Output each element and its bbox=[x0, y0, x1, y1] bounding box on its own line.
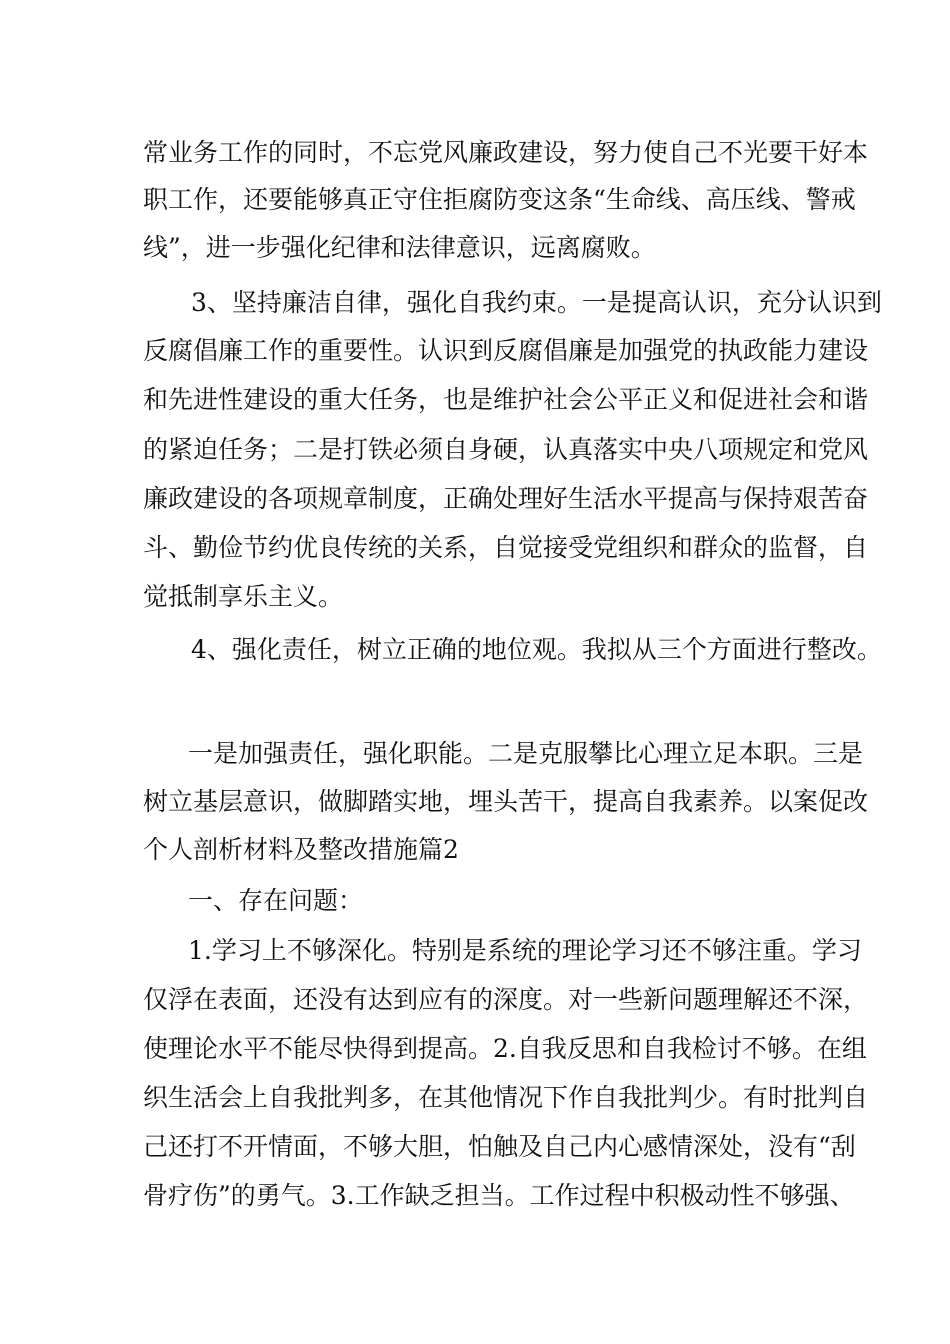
section-heading: 个人剖析材料及整改措施篇2 bbox=[143, 835, 459, 864]
body-text-line: 使理论水平不能尽快得到提高。2.自我反思和自我检讨不够。在组 bbox=[143, 1034, 867, 1063]
body-text-line: 线”，进一步强化纪律和法律意识，远离腐败。 bbox=[143, 233, 656, 262]
body-text-line: 职工作，还要能够真正守住拒腐防变这条“生命线、高压线、警戒 bbox=[143, 185, 856, 214]
body-text-line: 4、强化责任，树立正确的地位观。我拟从三个方面进行整改。 bbox=[191, 635, 882, 664]
body-text-line: 廉政建设的各项规章制度，正确处理好生活水平提高与保持艰苦奋 bbox=[143, 484, 869, 513]
body-text-line: 骨疗伤”的勇气。3.工作缺乏担当。工作过程中积极动性不够强、 bbox=[143, 1181, 855, 1210]
body-text-line: 觉抵制享乐主义。 bbox=[143, 582, 344, 611]
body-text-line: 反腐倡廉工作的重要性。认识到反腐倡廉是加强党的执政能力建设 bbox=[143, 336, 869, 365]
body-text-line: 树立基层意识，做脚踏实地，埋头苦干，提高自我素养。以案促改 bbox=[143, 787, 869, 816]
body-text-line: 的紧迫任务；二是打铁必须自身硬，认真落实中央八项规定和党风 bbox=[143, 435, 869, 464]
body-text-line: 己还打不开情面，不够大胆，怕触及自己内心感情深处，没有“刮 bbox=[143, 1132, 856, 1161]
body-text-line: 仅浮在表面，还没有达到应有的深度。对一些新问题理解还不深， bbox=[143, 985, 869, 1014]
body-text-line: 常业务工作的同时，不忘党风廉政建设，努力使自己不光要干好本 bbox=[143, 138, 869, 167]
body-text-line: 3、坚持廉洁自律，强化自我约束。一是提高认识，充分认识到 bbox=[191, 288, 882, 317]
body-text-line: 斗、勤俭节约优良传统的关系，自觉接受党组织和群众的监督，自 bbox=[143, 533, 869, 562]
body-text-line: 和先进性建设的重大任务，也是维护社会公平正义和促进社会和谐 bbox=[143, 385, 869, 414]
body-text-line: 1.学习上不够深化。特别是系统的理论学习还不够注重。学习 bbox=[188, 936, 862, 965]
body-text-line: 一是加强责任，强化职能。二是克服攀比心理立足本职。三是 bbox=[188, 739, 864, 768]
section-subheading: 一、存在问题： bbox=[188, 886, 364, 915]
body-text-line: 织生活会上自我批判多，在其他情况下作自我批判少。有时批判自 bbox=[143, 1083, 869, 1112]
